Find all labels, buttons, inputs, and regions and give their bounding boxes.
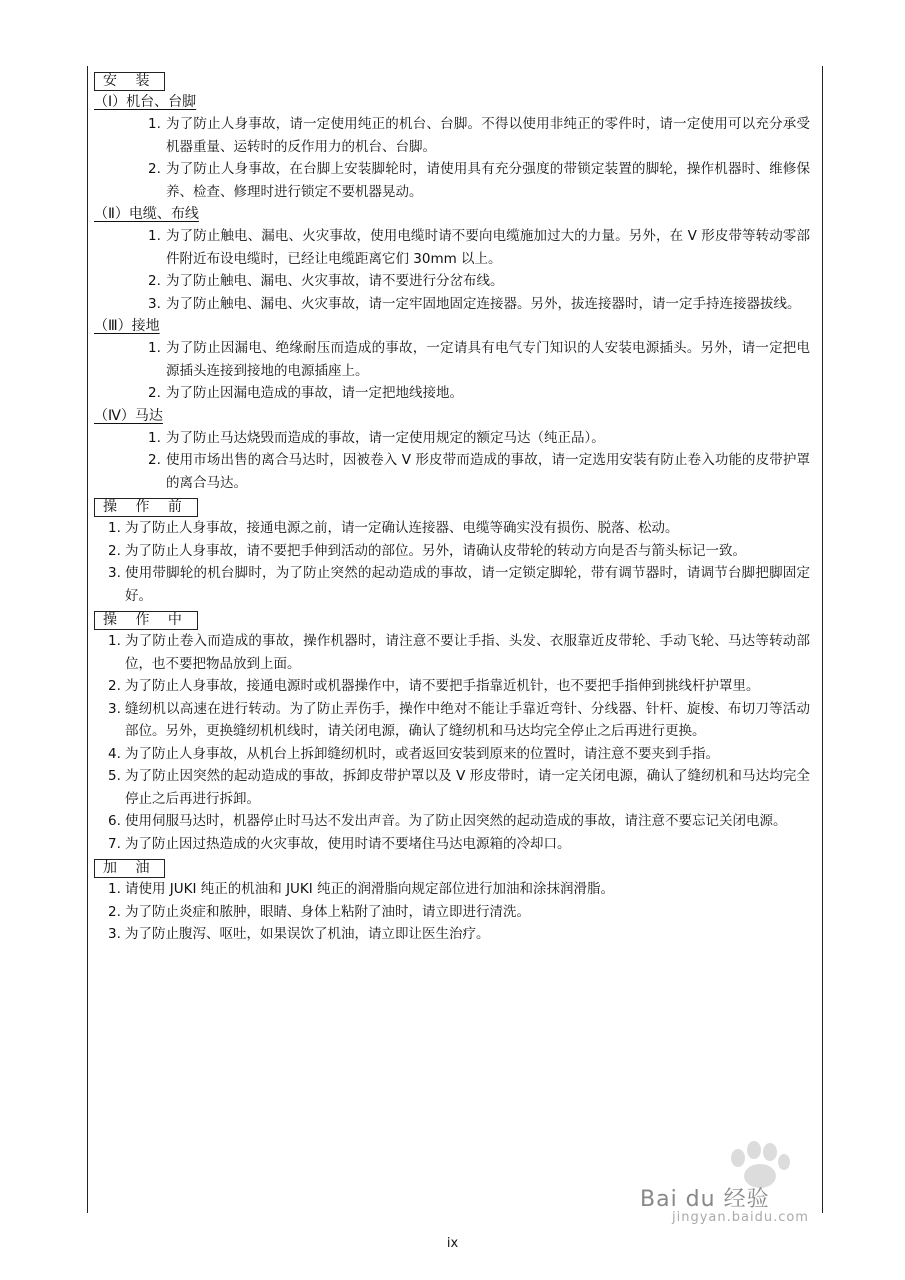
subsection-title: （Ⅳ）马达: [94, 407, 163, 424]
list-item: 2. 为了防止炎症和脓肿，眼睛、身体上粘附了油时，请立即进行清洗。: [108, 903, 530, 920]
section-install: [92, 70, 810, 494]
section-title-before-operation: 操 作 前: [94, 498, 198, 517]
list-item: 4. 为了防止人身事故，从机台上拆卸缝纫机时，或者返回安装到原来的位置时，请注意不要夹到手指。: [108, 745, 719, 762]
section-title-install: 安 装: [94, 72, 165, 91]
list-item: 1. 请使用 JUKI 纯正的机油和 JUKI 纯正的润滑脂向规定部位进行加油和涂抹润滑脂。: [108, 881, 615, 897]
list-item: 1. 为了防止触电、漏电、火灾事故，使用电缆时请不要向电缆施加过大的力量。另外，在 V 形皮带等转动零部件附近布设电缆时，已经让电缆距离它们 30mm 以上。: [148, 228, 810, 267]
subsection-title: （Ⅱ）电缆、布线: [94, 206, 199, 222]
section-oiling: [92, 857, 810, 946]
section-during-operation: [92, 609, 810, 855]
subsection-title: （Ⅲ）接地: [94, 318, 160, 334]
list-item: 2. 为了防止人身事故，在台脚上安装脚轮时，请使用具有充分强度的带锁定装置的脚轮，操作机器时、维修保养、检查、修理时进行锁定不要机器晃动。: [148, 161, 810, 200]
list-item: 2. 为了防止因漏电造成的事故，请一定把地线接地。: [148, 385, 463, 401]
list-item: 2. 使用市场出售的离合马达时，因被卷入 V 形皮带而造成的事故，请一定选用安装有防止卷入功能的皮带护罩的离合马达。: [148, 452, 810, 491]
subsection-cable: [92, 203, 810, 315]
subsection-title: （Ⅰ）机台、台脚: [94, 94, 197, 110]
list-item: 2. 为了防止触电、漏电、火灾事故，请不要进行分岔布线。: [148, 273, 504, 289]
section-title-during-operation: 操 作 中: [94, 611, 198, 630]
page-number: ix: [446, 1236, 459, 1251]
list-item: 3. 为了防止触电、漏电、火灾事故，请一定牢固地固定连接器。另外，拔连接器时，请一定手持连接器拔线。: [148, 295, 801, 312]
list-item: 2. 为了防止人身事故，接通电源时或机器操作中，请不要把手指靠近机针，也不要把手指伸到挑线杆护罩里。: [108, 678, 760, 694]
list-item: 3. 使用带脚轮的机台脚时，为了防止突然的起动造成的事故，请一定锁定脚轮，带有调节器时，请调节台脚把脚固定好。: [108, 565, 810, 604]
subsection-table-stand: [92, 91, 810, 203]
list-item: 1. 为了防止马达烧毁而造成的事故，请一定使用规定的额定马达（纯正品）。: [148, 429, 605, 446]
watermark-url: jingyan.baidu.com: [672, 1210, 809, 1225]
list-item: 1. 为了防止人身事故，请一定使用纯正的机台、台脚。不得以使用非纯正的零件时，请一定使用可以充分承受机器重量、运转时的反作用力的机台、台脚。: [148, 116, 810, 155]
document-body: [92, 68, 810, 946]
list-item: 7. 为了防止因过热造成的火灾事故，使用时请不要堵住马达电源箱的冷却口。: [108, 835, 571, 852]
section-before-operation: [92, 496, 810, 607]
subsection-motor: [92, 405, 810, 495]
list-item: 1. 为了防止人身事故，接通电源之前，请一定确认连接器、电缆等确实没有损伤、脱落、松动。: [108, 520, 679, 536]
list-item: 3. 为了防止腹泻、呕吐，如果误饮了机油，请立即让医生治疗。: [108, 926, 490, 942]
watermark-brand: Bai du 经验: [640, 1187, 770, 1212]
list-item: 1. 为了防止卷入而造成的事故，操作机器时，请注意不要让手指、头发、衣服靠近皮带轮、手动飞轮、马达等转动部位，也不要把物品放到上面。: [108, 633, 810, 672]
list-item: 1. 为了防止因漏电、绝缘耐压而造成的事故，一定请具有电气专门知识的人安装电源插头。另外，请一定把电源插头连接到接地的电源插座上。: [148, 340, 810, 379]
list-item: 5. 为了防止因突然的起动造成的事故，拆卸皮带护罩以及 V 形皮带时，请一定关闭电源，确认了缝纫机和马达均完全停止之后再进行拆卸。: [108, 768, 810, 807]
list-item: 2. 为了防止人身事故，请不要把手伸到活动的部位。另外，请确认皮带轮的转动方向是否与箭头标记一致。: [108, 542, 746, 559]
list-item: 6. 使用伺服马达时，机器停止时马达不发出声音。为了防止因突然的起动造成的事故，请注意不要忘记关闭电源。: [108, 813, 787, 829]
section-title-oiling: 加 油: [94, 859, 165, 878]
list-item: 3. 缝纫机以高速在进行转动。为了防止弄伤手，操作中绝对不能让手靠近弯针、分线器、针杆、旋梭、布切刀等活动部位。另外，更换缝纫机机线时，请关闭电源，确认了缝纫机和马达均完全停止之后再进行更换。: [108, 700, 810, 739]
subsection-grounding: [92, 315, 810, 405]
